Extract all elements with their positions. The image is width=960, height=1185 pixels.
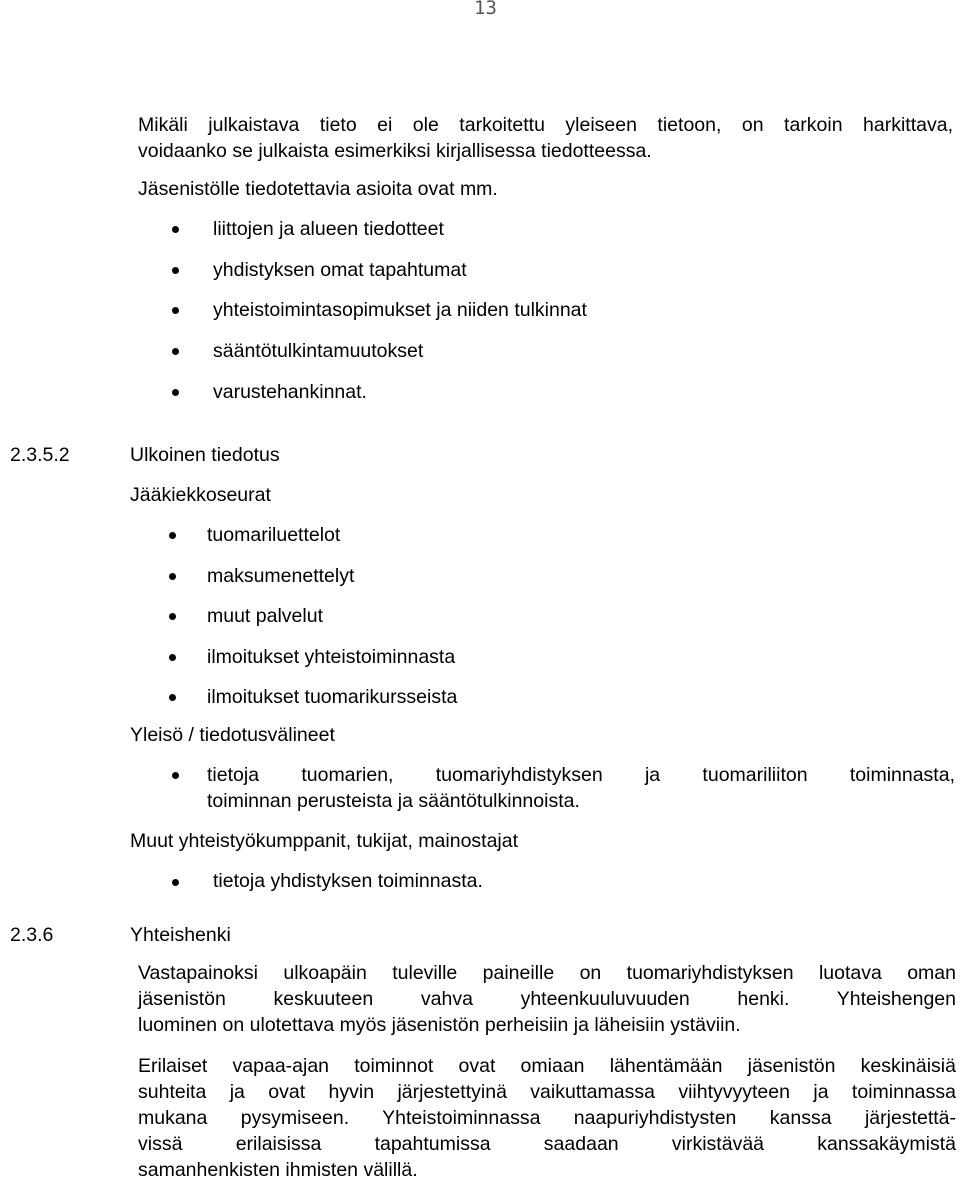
- bullet-icon: [172, 879, 179, 886]
- members-list-heading: Jäsenistölle tiedotettavia asioita ovat mm.: [138, 178, 498, 200]
- paragraph-line: Vastapainoksi ulkoapäin tuleville paineille on tuomariyhdistyksen luotava oman: [138, 962, 956, 984]
- section-title: Yhteishenki: [130, 924, 231, 946]
- page-number: 13: [474, 0, 497, 19]
- bullet-icon: [169, 573, 176, 580]
- list-item: sääntötulkintamuutokset: [213, 340, 424, 362]
- list-item: muut palvelut: [207, 605, 323, 627]
- intro-paragraph: [138, 112, 953, 164]
- list-item-line-2: toiminnan perusteista ja sääntötulkinnoista.: [207, 790, 580, 812]
- intro-line-1: Mikäli julkaistava tieto ei ole tarkoitettu yleiseen tietoon, on tarkoin harkittava,: [138, 114, 953, 136]
- list-item: yhdistyksen omat tapahtumat: [213, 259, 467, 281]
- paragraph-line: luominen on ulotettava myös jäsenistön perheisiin ja läheisiin ystäviin.: [138, 1014, 741, 1036]
- section-title: Ulkoinen tiedotus: [130, 444, 280, 466]
- paragraph-line: suhteita ja ovat hyvin järjestettyinä vaikuttamassa viihtyvyyteen ja toiminnassa: [138, 1081, 956, 1103]
- bullet-icon: [172, 267, 179, 274]
- bullet-icon: [169, 532, 176, 539]
- list-item: ilmoitukset yhteistoiminnasta: [207, 646, 456, 668]
- paragraph-line: samanhenkisten ihmisten välillä.: [138, 1159, 418, 1181]
- list-item: tuomariluettelot: [207, 524, 341, 546]
- bullet-icon: [172, 348, 179, 355]
- group-heading: Jääkiekkoseurat: [130, 484, 271, 506]
- paragraph-line: jäsenistön keskuuteen vahva yhteenkuuluvuuden henki. Yhteishengen: [138, 988, 956, 1010]
- intro-line-2: voidaanko se julkaista esimerkiksi kirjallisessa tiedotteessa.: [138, 140, 652, 162]
- group-heading: Muut yhteistyökumppanit, tukijat, mainostajat: [130, 830, 519, 852]
- paragraph-line: Erilaiset vapaa-ajan toiminnot ovat omiaan lähentämään jäsenistön keskinäisiä: [138, 1055, 956, 1077]
- group-heading: Yleisö / tiedotusvälineet: [130, 724, 335, 746]
- bullet-icon: [172, 307, 179, 314]
- bullet-icon: [172, 389, 179, 396]
- list-item-line-1: tietoja tuomarien, tuomariyhdistyksen ja tuomariliiton toiminnasta,: [207, 764, 955, 786]
- bullet-icon: [169, 694, 176, 701]
- list-item: [207, 762, 955, 814]
- list-item: varustehankinnat.: [213, 381, 367, 403]
- paragraph-line: mukana pysymiseen. Yhteistoiminnassa naapuriyhdistysten kanssa järjestettä-: [138, 1107, 956, 1129]
- section-number: 2.3.5.2: [10, 444, 70, 466]
- section-number: 2.3.6: [10, 924, 54, 946]
- bullet-icon: [169, 613, 176, 620]
- team-spirit-paragraph-1: [138, 960, 956, 1038]
- list-item: liittojen ja alueen tiedotteet: [213, 218, 444, 240]
- bullet-icon: [169, 654, 176, 661]
- list-item: ilmoitukset tuomarikursseista: [207, 686, 458, 708]
- bullet-icon: [172, 772, 179, 779]
- paragraph-line: vissä erilaisissa tapahtumissa saadaan virkistävää kanssakäymistä: [138, 1133, 956, 1155]
- list-item: maksumenettelyt: [207, 565, 355, 587]
- list-item: yhteistoimintasopimukset ja niiden tulkinnat: [213, 299, 587, 321]
- list-item: tietoja yhdistyksen toiminnasta.: [213, 870, 483, 892]
- team-spirit-paragraph-2: [138, 1053, 956, 1183]
- bullet-icon: [172, 226, 179, 233]
